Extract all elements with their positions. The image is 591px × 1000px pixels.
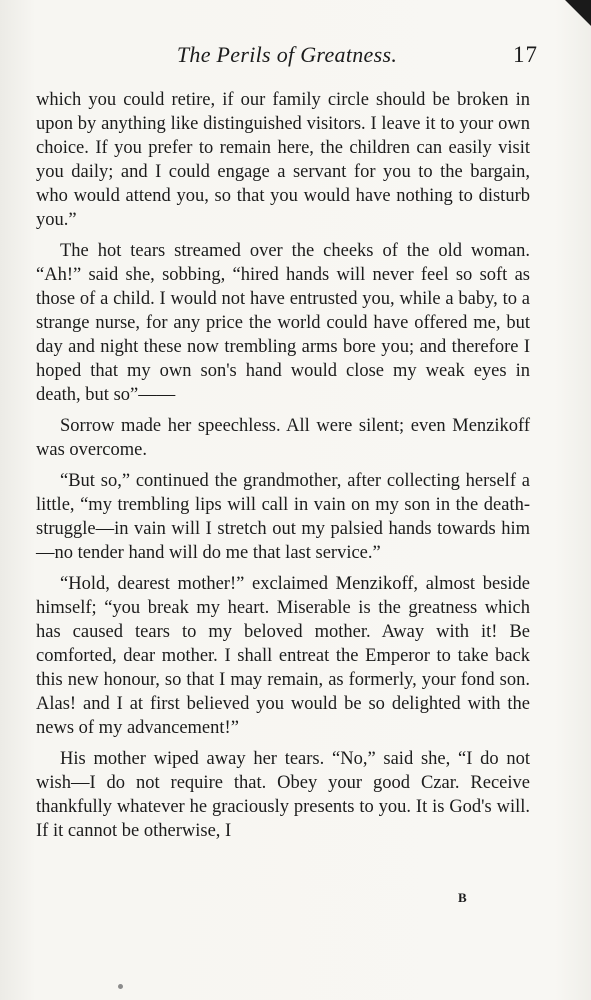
paragraph: The hot tears streamed over the cheeks of the old woman. “Ah!” said she, sobbing, “hired hands will never feel so soft as those of a child. I would not have entrusted you, while a baby, to a strange nurse, for any price the world could have offered me, but day and night these now trembling arms bore you; and therefore I hoped that my own son's hand would close my weak eyes in death, but so”—— [36,241,530,405]
signature-mark: B [458,890,467,905]
paragraph-continuation: which you could retire, if our family circle should be broken in upon by anything like distinguished visitors. I leave it to your own choice. If you prefer to remain here, the children can easily visit you daily; and I could engage a servant for you to the bargain, who would attend you, so that you would have nothing to disturb you.” [36,90,530,230]
body-text [36,88,530,850]
page-number: 17 [513,42,538,67]
paragraph: Sorrow made her speechless. All were silent; even Menzikoff was overcome. [36,416,530,460]
paragraph: “Hold, dearest mother!” exclaimed Menzikoff, almost beside himself; “you break my heart. Miserable is the greatness which has caused tears to my beloved mother. Away with it! Be comforted, dear mother. I shall entreat the Emperor to take back this new honour, so that I may remain, as formerly, your fond son. Alas! and I at first believed you would be so delighted with the news of my advancement!” [36,574,530,738]
page-corner-shadow [551,0,591,45]
ink-speck [118,984,123,989]
page-header [36,42,538,76]
running-title: The Perils of Greatness. [176,42,398,67]
paragraph: His mother wiped away her tears. “No,” said she, “I do not wish—I do not require that. Obey your good Czar. Receive thankfully whatever he graciously presents to you. It is God's will. If it cannot be otherwise, I [36,749,530,841]
paragraph: “But so,” continued the grandmother, after collecting herself a little, “my trembling lips will call in vain on my son in the death-struggle—in vain will I stretch out my palsied hands towards him—no tender hand will do me that last service.” [36,471,530,563]
